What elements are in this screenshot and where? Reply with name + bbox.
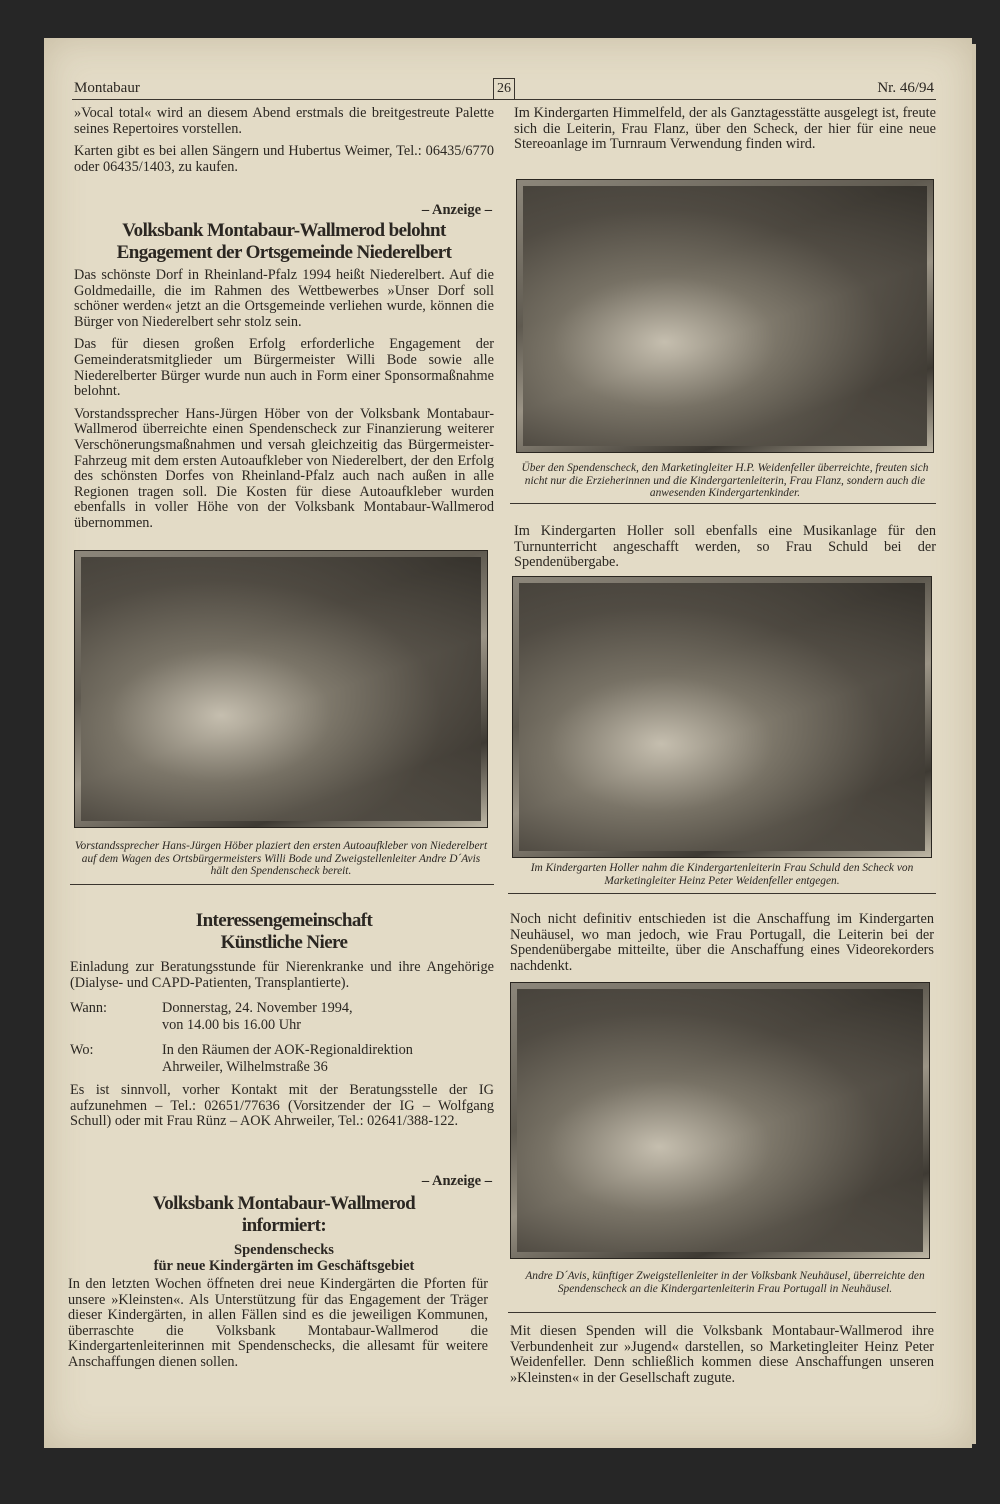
headline-line: Interessengemeinschaft — [195, 910, 373, 931]
article-body — [510, 1324, 934, 1393]
photo-caption: Über den Spendenscheck, den Marketingleiter H.P. Weidenfeller überreichte, freuten sich nicht nur die Erzieherinnen und die Kindergartenleiterin, Frau Flanz, sondern auch die anwesenden Kindergartenkinder. — [521, 462, 929, 499]
divider — [508, 1312, 936, 1313]
article-body — [74, 268, 494, 539]
ad-label: – Anzeige – — [421, 202, 492, 218]
paragraph: Das für diesen großen Erfolg erforderliche Engagement der Gemeinderatsmitglieder um Bürgermeister Willi Bode sowie alle Niederelberter Bürger wurde nun auch in Form einer Sponsormaßnahme belohnt. — [74, 336, 494, 400]
article-headline — [70, 1193, 498, 1237]
article-body — [514, 106, 936, 160]
headline-line: informiert: — [241, 1215, 327, 1236]
headline-line: Engagement der Ortsgemeinde Niederelbert — [116, 242, 452, 263]
when-label: Wann: — [70, 1000, 107, 1016]
paragraph: Mit diesen Spenden will die Volksbank Montabaur-Wallmerod ihre Verbundenheit zur »Jugend« darstellen, so Marketingleiter Heinz Peter Weidenfeller. Denn schließlich kommen diese Anschaffungen unseren »Kleinsten« in der Gesellschaft zugute. — [510, 1323, 934, 1386]
when-value: Donnerstag, 24. November 1994, — [162, 1000, 353, 1016]
where-value: Ahrweiler, Wilhelmstraße 36 — [162, 1059, 328, 1075]
photo-kindergarten-holler — [512, 576, 932, 858]
paragraph: In den letzten Wochen öffneten drei neue Kindergärten die Pforten für unsere »Kleinsten«. Als Unterstützung für das Engagement der Träger dieser Kindergärten, in allen Fällen sind es die jeweiligen Kommunen, überraschte die Volksbank Montabaur-Wallmerod die Kindergartenleiterinnen mit Spendenschecks, die allesamt für weitere Anschaffungen dienen sollen. — [68, 1276, 488, 1370]
header-rule-left — [72, 99, 493, 100]
article-headline — [70, 220, 498, 264]
subheadline-line: für neue Kindergärten im Geschäftsgebiet — [153, 1258, 415, 1274]
paragraph: »Vocal total« wird an diesem Abend erstmals die breitgestreute Palette seines Repertoires vorstellen. — [74, 105, 494, 137]
headline-line: Künstliche Niere — [220, 932, 348, 953]
article-body — [70, 1083, 494, 1137]
photo-kindergarten-neuhaeusel — [510, 982, 930, 1259]
divider — [510, 503, 936, 504]
issue-number: Nr. 46/94 — [877, 80, 934, 96]
article-body — [70, 960, 494, 998]
article-body — [514, 524, 936, 578]
article-headline — [70, 910, 498, 954]
photo-car-sticker — [74, 550, 488, 828]
headline-line: Volksbank Montabaur-Wallmerod — [152, 1193, 416, 1214]
photo-kindergarten-himmelfeld — [516, 179, 934, 453]
paragraph: Im Kindergarten Himmelfeld, der als Ganztagesstätte ausgelegt ist, freute sich die Leiterin, Frau Flanz, über den Scheck, der hier für eine neue Stereoanlage im Turnraum Verwendung finden wird. — [514, 105, 936, 153]
ad-label: – Anzeige – — [421, 1173, 492, 1189]
where-label: Wo: — [70, 1042, 94, 1058]
paragraph: Karten gibt es bei allen Sängern und Hubertus Weimer, Tel.: 06435/6770 oder 06435/1403, zu kaufen. — [74, 143, 494, 175]
headline-line: Volksbank Montabaur-Wallmerod belohnt — [122, 220, 446, 241]
paragraph: Vorstandssprecher Hans-Jürgen Höber von der Volksbank Montabaur-Wallmerod überreichte einen Spendenscheck zur Finanzierung weiterer Verschönerungsmaßnahmen und versah gleichzeitig das Bürgermeister-Fahrzeug mit dem ersten Autoaufkleber von Niederelbert, der den Erfolg des schönsten Dorfes von Rheinland-Pfalz auch nach außen in alle Regionen tragen soll. Die Kosten für diese Autoaufkleber wurden ebenfalls in voller Höhe von der Volksbank Montabaur-Wallmerod übernommen. — [74, 405, 494, 531]
photo-caption: Vorstandssprecher Hans-Jürgen Höber plaziert den ersten Autoaufkleber von Niederelbert auf dem Wagen des Ortsbürgermeisters Willi Bode und Zweigstellenleiter Andre D´Avis hält den Spendenscheck bereit. — [74, 840, 488, 877]
photo-caption: Andre D´Avis, künftiger Zweigstellenleiter in der Volksbank Neuhäusel, überreichte den Spendenscheck an die Kindergartenleiterin Frau Portugall in Neuhäusel. — [525, 1270, 925, 1295]
paragraph: Es ist sinnvoll, vorher Kontakt mit der Beratungsstelle der IG aufzunehmen – Tel.: 02651/77636 (Vorsitzender der IG – Wolfgang Schull) oder mit Frau Rünz – AOK Ahrweiler, Tel.: 02641/388-122. — [70, 1082, 494, 1130]
event-details — [70, 1000, 494, 1076]
where-value: In den Räumen der AOK-Regionaldirektion — [162, 1042, 413, 1058]
paragraph: Im Kindergarten Holler soll ebenfalls eine Musikanlage für den Turnunterricht angeschafft werden, so Frau Schuld bei der Spendenübergabe. — [514, 523, 936, 571]
intro-text — [74, 106, 494, 182]
photo-caption: Im Kindergarten Holler nahm die Kindergartenleiterin Frau Schuld den Scheck von Marketingleiter Heinz Peter Weidenfeller entgegen. — [530, 862, 914, 887]
when-value: von 14.00 bis 16.00 Uhr — [162, 1017, 301, 1033]
subheadline-line: Spendenschecks — [234, 1242, 334, 1258]
page-number: 26 — [493, 78, 515, 100]
header-rule-right — [514, 99, 936, 100]
article-body — [510, 912, 934, 981]
divider — [508, 893, 936, 894]
paragraph: Einladung zur Beratungsstunde für Nierenkranke und ihre Angehörige (Dialyse- und CAPD-Patienten, Transplantierte). — [70, 959, 494, 991]
paragraph: Noch nicht definitiv entschieden ist die Anschaffung im Kindergarten Neuhäusel, wo man jedoch, wie Frau Portugall, die Leiterin bei der Spendenübergabe mitteilte, über die Anschaffung eines Videorekorders nachdenkt. — [510, 911, 934, 974]
paragraph: Das schönste Dorf in Rheinland-Pfalz 1994 heißt Niederelbert. Auf die Goldmedaille, die im Rahmen des Wettbewerbes »Unser Dorf soll schöner werden« jetzt an die Ortsgemeinde verliehen wurde, können die Bürger von Niederelbert sehr stolz sein. — [74, 267, 494, 330]
article-body — [68, 1277, 488, 1378]
divider — [70, 884, 494, 885]
article-subheadline — [70, 1242, 498, 1274]
section-name: Montabaur — [74, 80, 140, 96]
